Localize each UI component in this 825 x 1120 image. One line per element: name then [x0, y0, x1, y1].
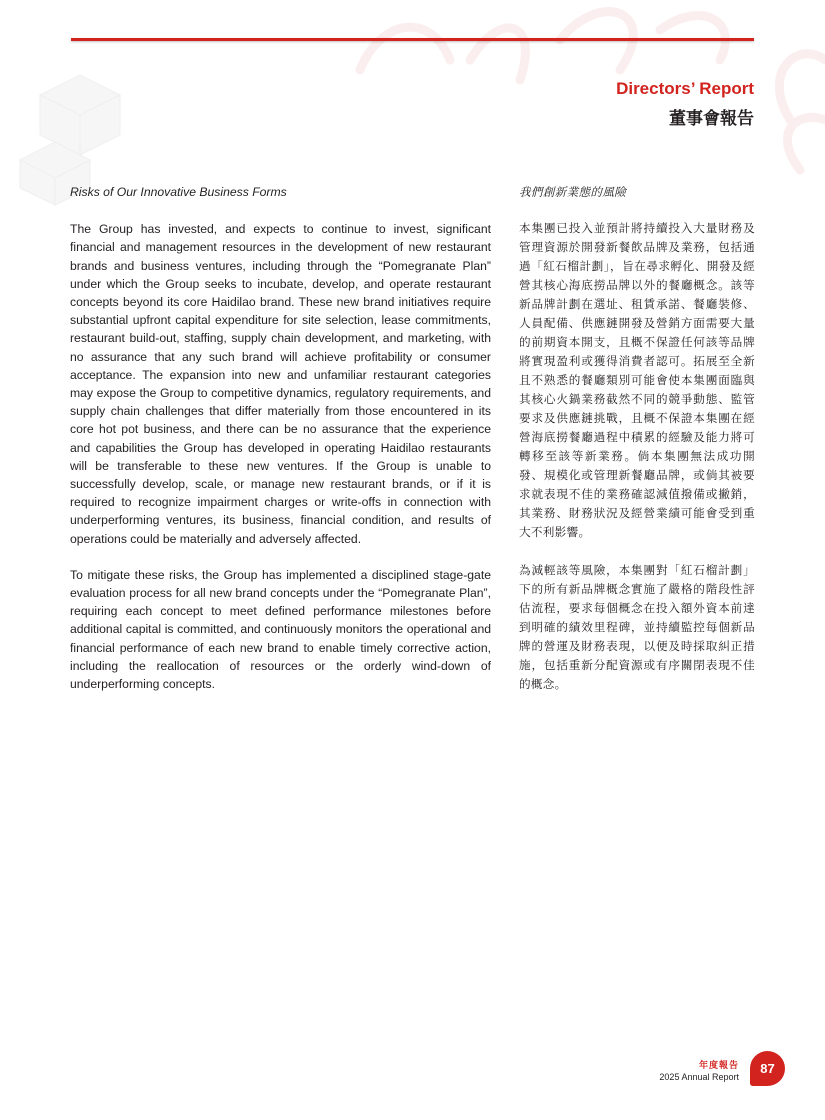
paragraph-zh-1: 本集團已投入並預計將持續投入大量財務及管理資源於開發新餐飲品牌及業務，包括通過「紅石榴計劃」，旨在尋求孵化、開發及經營其核心海底撈品牌以外的餐廳概念。該等新品牌計劃在選址、租賃承諾、餐廳裝修、人員配備、供應鏈開發及營銷方面需要大量的前期資本開支，且概不保證任何該等品牌將實現盈利或獲得消費者認可。拓展至全新且不熟悉的餐廳類別可能會使本集團面臨與其核心火鍋業務截然不同的競爭動態、監管要求及供應鏈挑戰，且概不保證本集團在經營海底撈餐廳過程中積累的經驗及能力將可轉移至該等新業務。倘本集團無法成功開發、規模化或管理新餐廳品牌，或倘其被要求就表現不佳的業務確認減值撥備或撇銷，其業務、財務狀況及經營業績可能會受到重大不利影響。 [519, 221, 755, 539]
header-title-zh: 董事會報告 [669, 109, 754, 129]
paragraph-en-1: The Group has invested, and expects to continue to invest, significant financial and management resources in the development of new restaurant brands and business ventures, including through the “Pomegranate Plan” under which the Group seeks to incubate, develop, and operate restaurant concepts beyond its core Haidilao brand. These new brand initiatives require substantial upfront capital expenditure for site selection, lease commitments, restaurant build-out, staffing, supply chain development, and marketing, with no assurance that any such brand will achieve profitability or consumer acceptance. The expansion into new and unfamiliar restaurant categories may expose the Group to competitive dynamics, regulatory requirements, and supply chain challenges that differ materially from those encountered in its core hot pot business, and there can be no assurance that the experience and capabilities the Group has developed in operating Haidilao restaurants will be transferable to these new ventures. If the Group is unable to successfully develop, scale, or manage new restaurant brands, or if it is required to recognize impairment charges or write-offs in connection with underperforming ventures, its business, financial condition, and results of operations could be materially and adversely affected. [70, 222, 491, 546]
chinese-column [519, 183, 755, 713]
english-column [70, 183, 491, 711]
top-rule [71, 38, 754, 41]
subheading-en: Risks of Our Innovative Business Forms [70, 185, 287, 199]
paragraph-en-2: To mitigate these risks, the Group has implemented a disciplined stage-gate evaluation process for all new brand concepts under the “Pomegranate Plan”, requiring each concept to meet defined performance milestones before additional capital is committed, and continuously monitors the operational and financial performance of each new brand to enable timely corrective action, including the reallocation of resources or the orderly wind-down of underperforming concepts. [70, 567, 491, 692]
paragraph-zh-2: 為減輕該等風險，本集團對「紅石榴計劃」下的所有新品牌概念實施了嚴格的階段性評估流程，要求每個概念在投入額外資本前達到明確的績效里程碑，並持續監控每個新品牌的營運及財務表現，以便及時採取糾正措施，包括重新分配資源或有序關閉表現不佳的概念。 [519, 563, 755, 691]
footer [659, 1058, 739, 1082]
header-title-en: Directors’ Report [616, 79, 754, 98]
page-number-badge: 87 [750, 1051, 785, 1086]
footer-report-en: 2025 Annual Report [659, 1072, 739, 1082]
subheading-zh: 我們創新業態的風險 [519, 185, 627, 199]
footer-report-zh: 年度報告 [698, 1061, 739, 1071]
